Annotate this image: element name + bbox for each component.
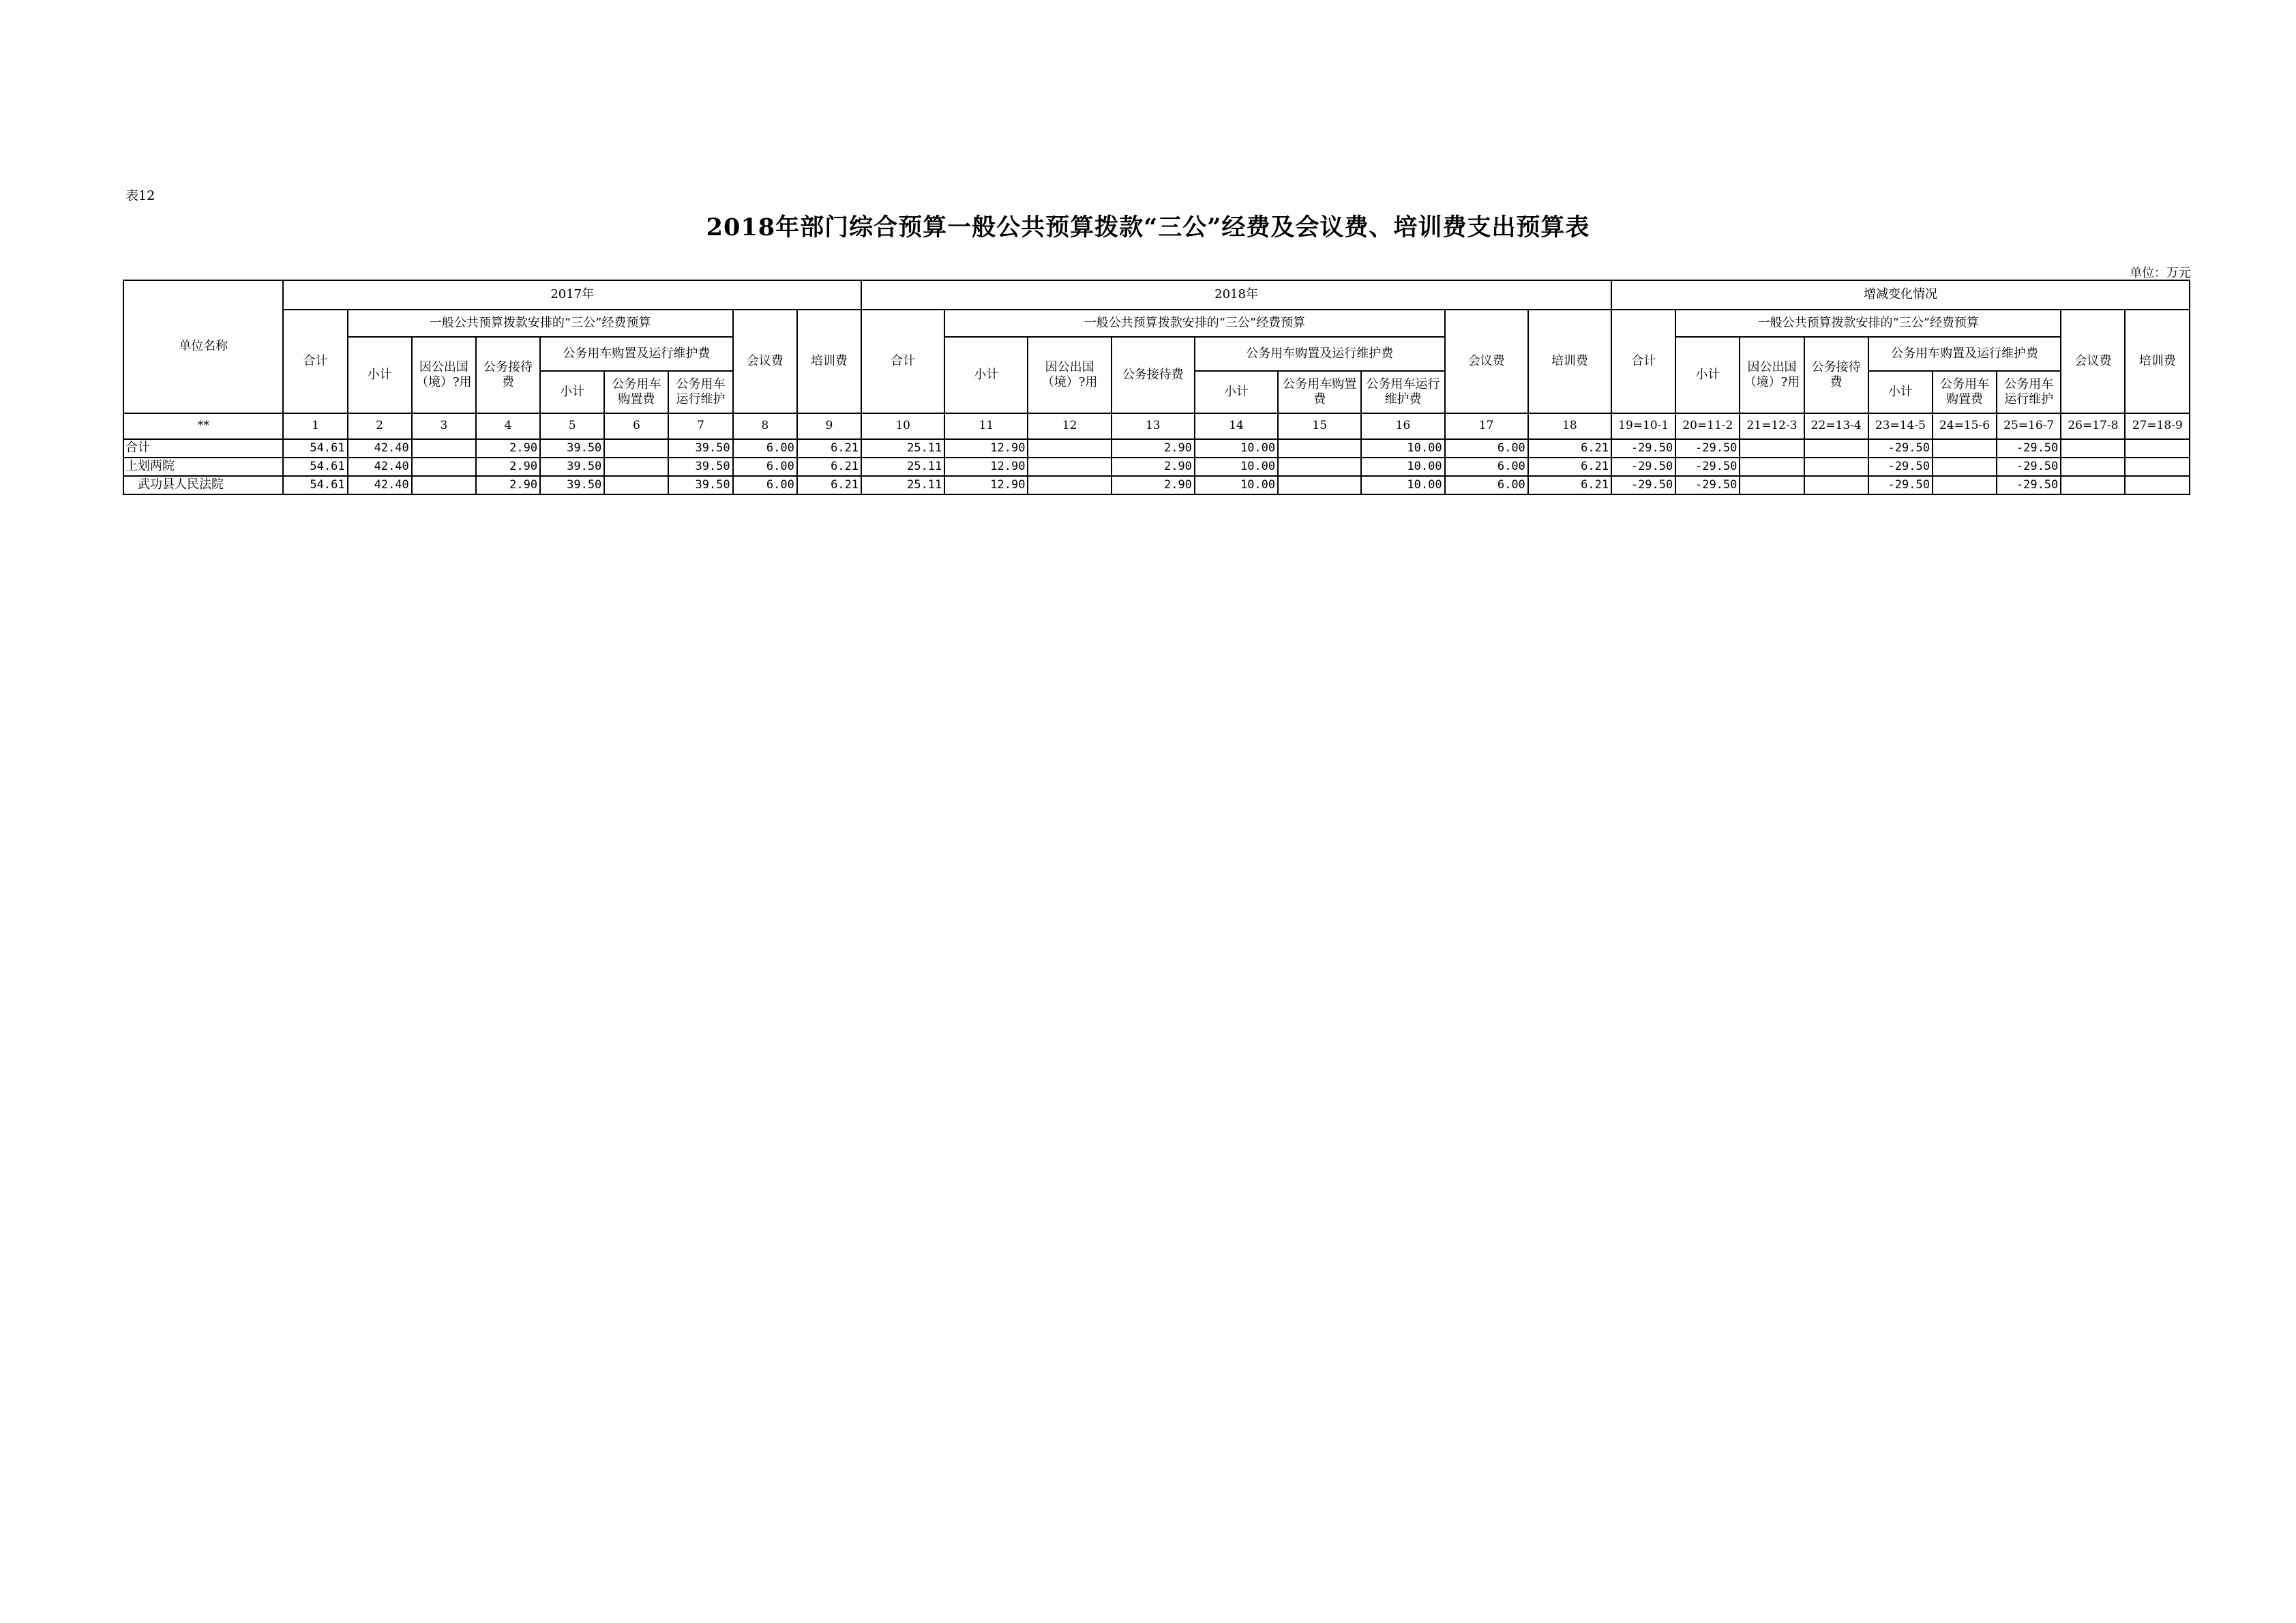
value-cell: 6.00 xyxy=(1445,439,1528,458)
total-header-2018: 合计 xyxy=(861,310,944,413)
value-cell xyxy=(1933,458,1997,476)
index-cell: 9 xyxy=(797,413,861,439)
value-cell: 6.21 xyxy=(797,439,861,458)
value-cell xyxy=(2061,439,2125,458)
value-cell xyxy=(604,476,668,494)
value-cell: 2.90 xyxy=(1112,476,1195,494)
subtotal-header-change: 小计 xyxy=(1675,337,1740,413)
value-cell: -29.50 xyxy=(1997,476,2061,494)
index-cell: 4 xyxy=(476,413,540,439)
index-cell: 25=16-7 xyxy=(1997,413,2061,439)
subtotal-header-2018: 小计 xyxy=(944,337,1028,413)
value-cell xyxy=(1278,476,1361,494)
sangong-header-2017: 一般公共预算拨款安排的“三公”经费预算 xyxy=(348,310,733,337)
value-cell: 6.21 xyxy=(1528,439,1611,458)
value-cell: -29.50 xyxy=(1868,476,1933,494)
index-cell: 2 xyxy=(348,413,412,439)
unit-name-cell: 上划两院 xyxy=(123,458,283,476)
index-cell: 16 xyxy=(1361,413,1444,439)
index-cell: 14 xyxy=(1195,413,1278,439)
value-cell: 2.90 xyxy=(1112,439,1195,458)
abroad-header-2017: 因公出国（境）?用 xyxy=(412,337,476,413)
index-cell: 6 xyxy=(604,413,668,439)
page-title: 2018年部门综合预算一般公共预算拨款“三公”经费及会议费、培训费支出预算表 xyxy=(706,213,1590,241)
index-cell: 27=18-9 xyxy=(2125,413,2190,439)
value-cell: 6.00 xyxy=(1445,476,1528,494)
index-cell: 5 xyxy=(540,413,604,439)
value-cell: 54.61 xyxy=(283,476,347,494)
value-cell xyxy=(1804,458,1868,476)
value-cell: 39.50 xyxy=(540,476,604,494)
column-index-row xyxy=(123,413,2190,439)
value-cell: -29.50 xyxy=(1675,476,1740,494)
sangong-header-2018: 一般公共预算拨款安排的“三公”经费预算 xyxy=(944,310,1444,337)
index-cell: 26=17-8 xyxy=(2061,413,2125,439)
value-cell: 6.00 xyxy=(733,476,797,494)
index-cell: 24=15-6 xyxy=(1933,413,1997,439)
value-cell xyxy=(1933,439,1997,458)
header-row-subgroups xyxy=(123,337,2190,371)
training-header-change: 培训费 xyxy=(2125,310,2190,413)
value-cell: 54.61 xyxy=(283,458,347,476)
reception-header-2017: 公务接待费 xyxy=(476,337,540,413)
value-cell: 42.40 xyxy=(348,439,412,458)
vehicle-run-header-2018: 公务用车运行维护费 xyxy=(1361,371,1444,413)
value-cell xyxy=(412,476,476,494)
value-cell: -29.50 xyxy=(1611,439,1675,458)
value-cell: 39.50 xyxy=(540,439,604,458)
training-header-2018: 培训费 xyxy=(1528,310,1611,413)
value-cell: 25.11 xyxy=(861,458,944,476)
index-cell: 15 xyxy=(1278,413,1361,439)
value-cell: 54.61 xyxy=(283,439,347,458)
value-cell: 10.00 xyxy=(1195,458,1278,476)
value-cell: 39.50 xyxy=(668,458,732,476)
vehicle-header-2017: 公务用车购置及运行维护费 xyxy=(540,337,733,371)
index-cell: 18 xyxy=(1528,413,1611,439)
index-cell: 19=10-1 xyxy=(1611,413,1675,439)
index-cell: 7 xyxy=(668,413,732,439)
value-cell: -29.50 xyxy=(1675,458,1740,476)
budget-table xyxy=(123,280,2190,495)
value-cell: 6.00 xyxy=(733,458,797,476)
value-cell: 10.00 xyxy=(1361,476,1444,494)
value-cell: -29.50 xyxy=(1997,439,2061,458)
value-cell: 12.90 xyxy=(944,476,1028,494)
value-cell: 6.21 xyxy=(1528,476,1611,494)
vehicle-subtotal-header-change: 小计 xyxy=(1868,371,1933,413)
value-cell: 12.90 xyxy=(944,439,1028,458)
index-cell: 22=13-4 xyxy=(1804,413,1868,439)
value-cell: 10.00 xyxy=(1195,439,1278,458)
index-cell: 21=12-3 xyxy=(1740,413,1804,439)
meeting-header-2017: 会议费 xyxy=(733,310,797,413)
value-cell: 2.90 xyxy=(476,439,540,458)
value-cell xyxy=(1028,476,1111,494)
value-cell: 10.00 xyxy=(1195,476,1278,494)
index-cell: 13 xyxy=(1112,413,1195,439)
value-cell: -29.50 xyxy=(1997,458,2061,476)
index-cell: 20=11-2 xyxy=(1675,413,1740,439)
value-cell: 39.50 xyxy=(540,458,604,476)
value-cell: 2.90 xyxy=(476,458,540,476)
change-header: 增减变化情况 xyxy=(1611,280,2190,310)
value-cell xyxy=(2125,476,2190,494)
index-cell: 11 xyxy=(944,413,1028,439)
vehicle-header-2018: 公务用车购置及运行维护费 xyxy=(1195,337,1445,371)
value-cell: 6.21 xyxy=(1528,458,1611,476)
value-cell xyxy=(412,439,476,458)
value-cell xyxy=(1740,476,1804,494)
unit-label: 单位：万元 xyxy=(2130,266,2191,280)
index-cell: 23=14-5 xyxy=(1868,413,1933,439)
value-cell: 2.90 xyxy=(476,476,540,494)
header-row-groups xyxy=(123,310,2190,337)
value-cell xyxy=(604,458,668,476)
table-number-label: 表12 xyxy=(125,188,155,203)
value-cell xyxy=(1933,476,1997,494)
value-cell: 6.21 xyxy=(797,476,861,494)
value-cell: 39.50 xyxy=(668,476,732,494)
value-cell: 42.40 xyxy=(348,458,412,476)
value-cell xyxy=(1804,476,1868,494)
table-row xyxy=(123,439,2190,458)
abroad-header-2018: 因公出国（境）?用 xyxy=(1028,337,1111,413)
header-row-years xyxy=(123,280,2190,310)
index-cell-name: ** xyxy=(123,413,283,439)
value-cell xyxy=(604,439,668,458)
index-cell: 8 xyxy=(733,413,797,439)
vehicle-run-header-2017: 公务用车运行维护 xyxy=(668,371,732,413)
value-cell: -29.50 xyxy=(1611,458,1675,476)
value-cell: -29.50 xyxy=(1611,476,1675,494)
index-cell: 10 xyxy=(861,413,944,439)
value-cell: 6.00 xyxy=(1445,458,1528,476)
unit-name-cell: 武功县人民法院 xyxy=(123,476,283,494)
value-cell xyxy=(2061,476,2125,494)
subtotal-header-2017: 小计 xyxy=(348,337,412,413)
index-cell: 17 xyxy=(1445,413,1528,439)
unit-name-header: 单位名称 xyxy=(123,280,283,413)
value-cell xyxy=(2125,458,2190,476)
value-cell: 42.40 xyxy=(348,476,412,494)
index-cell: 1 xyxy=(283,413,347,439)
vehicle-subtotal-header-2018: 小计 xyxy=(1195,371,1278,413)
vehicle-purchase-header-2017: 公务用车购置费 xyxy=(604,371,668,413)
value-cell xyxy=(1278,458,1361,476)
meeting-header-change: 会议费 xyxy=(2061,310,2125,413)
index-cell: 12 xyxy=(1028,413,1111,439)
training-header-2017: 培训费 xyxy=(797,310,861,413)
value-cell: 2.90 xyxy=(1112,458,1195,476)
reception-header-change: 公务接待费 xyxy=(1804,337,1868,413)
value-cell xyxy=(1278,439,1361,458)
reception-header-2018: 公务接待费 xyxy=(1112,337,1195,413)
vehicle-purchase-header-2018: 公务用车购置费 xyxy=(1278,371,1361,413)
value-cell: 10.00 xyxy=(1361,439,1444,458)
meeting-header-2018: 会议费 xyxy=(1445,310,1528,413)
value-cell: 12.90 xyxy=(944,458,1028,476)
value-cell: -29.50 xyxy=(1868,439,1933,458)
abroad-header-change: 因公出国（境）?用 xyxy=(1740,337,1804,413)
value-cell xyxy=(1804,439,1868,458)
value-cell: -29.50 xyxy=(1868,458,1933,476)
value-cell: 6.00 xyxy=(733,439,797,458)
value-cell: 25.11 xyxy=(861,476,944,494)
table-row xyxy=(123,476,2190,494)
table-row xyxy=(123,458,2190,476)
value-cell xyxy=(2125,439,2190,458)
vehicle-purchase-header-change: 公务用车购置费 xyxy=(1933,371,1997,413)
value-cell xyxy=(412,458,476,476)
value-cell xyxy=(2061,458,2125,476)
vehicle-run-header-change: 公务用车运行维护 xyxy=(1997,371,2061,413)
value-cell xyxy=(1028,458,1111,476)
total-header-change: 合计 xyxy=(1611,310,1675,413)
value-cell: 6.21 xyxy=(797,458,861,476)
value-cell: 39.50 xyxy=(668,439,732,458)
value-cell: 25.11 xyxy=(861,439,944,458)
value-cell xyxy=(1028,439,1111,458)
index-cell: 3 xyxy=(412,413,476,439)
value-cell: -29.50 xyxy=(1675,439,1740,458)
unit-name-cell: 合计 xyxy=(123,439,283,458)
value-cell xyxy=(1740,439,1804,458)
value-cell: 10.00 xyxy=(1361,458,1444,476)
sangong-header-change: 一般公共预算拨款安排的“三公”经费预算 xyxy=(1675,310,2061,337)
vehicle-header-change: 公务用车购置及运行维护费 xyxy=(1868,337,2061,371)
year-2017-header: 2017年 xyxy=(283,280,861,310)
vehicle-subtotal-header-2017: 小计 xyxy=(540,371,604,413)
value-cell xyxy=(1740,458,1804,476)
year-2018-header: 2018年 xyxy=(861,280,1611,310)
total-header-2017: 合计 xyxy=(283,310,347,413)
